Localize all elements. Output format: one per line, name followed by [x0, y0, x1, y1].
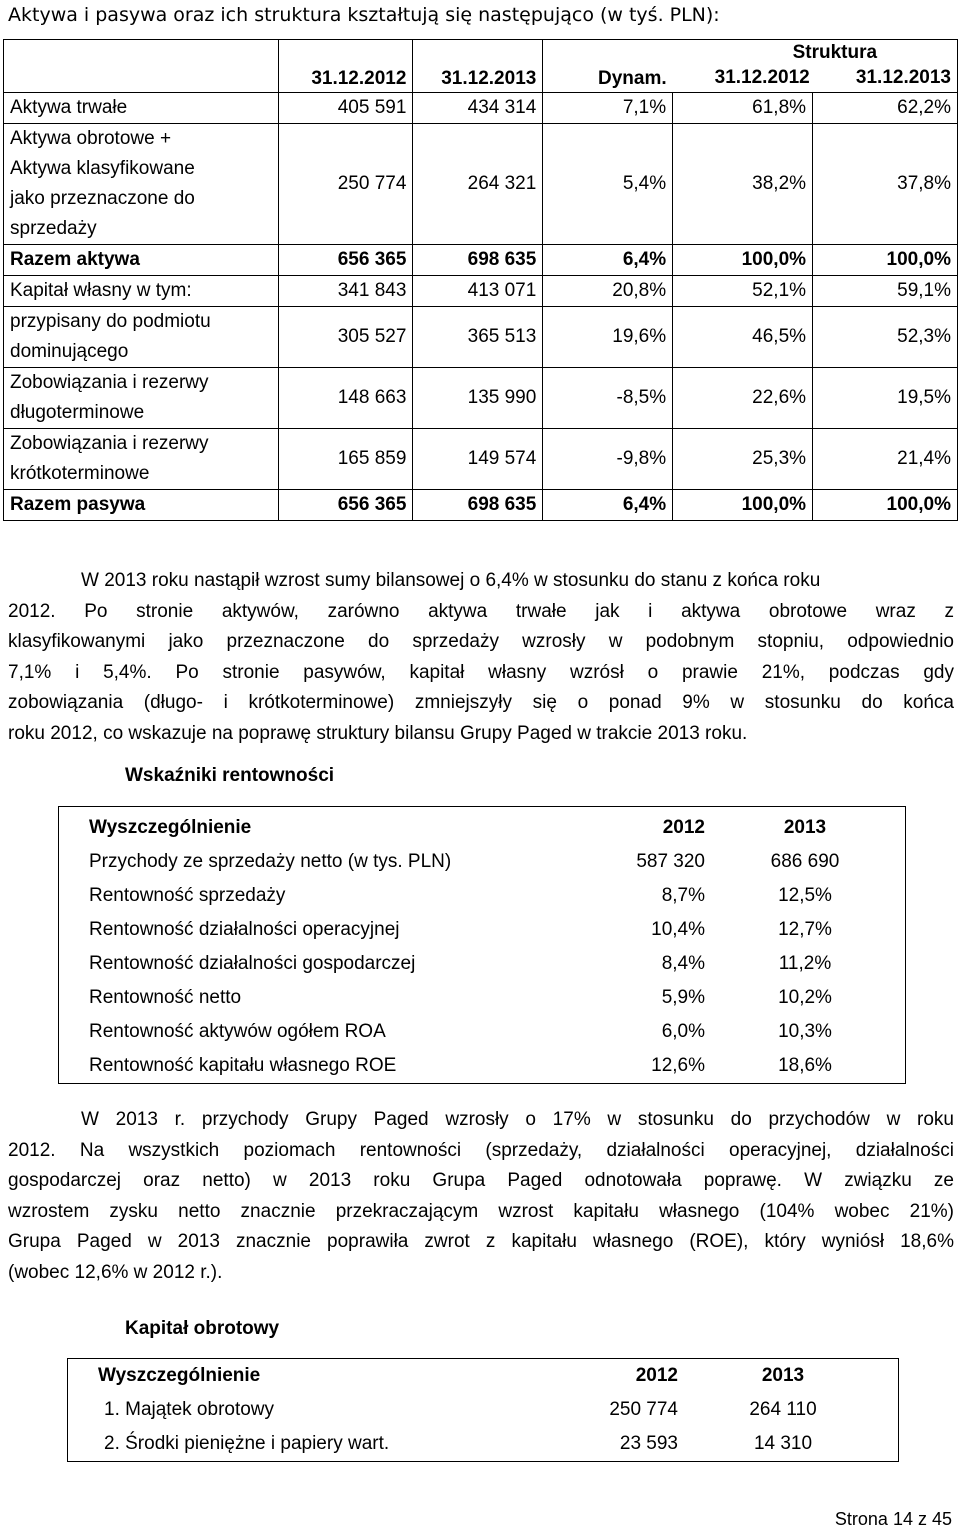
cell-2012: 23 593	[619, 1433, 678, 1454]
cell-s2013: 100,0%	[813, 245, 958, 276]
cell-2012: 250 774	[609, 1399, 678, 1420]
balance-row-total-liabilities	[4, 490, 958, 521]
cell-2012: 8,7%	[661, 885, 705, 906]
cell-2012: 6,0%	[661, 1021, 705, 1042]
cell-2013: 149 574	[413, 429, 543, 490]
cell-dyn: 6,4%	[543, 490, 673, 521]
paragraph-line: (wobec 12,6% w 2012 r.).	[8, 1261, 223, 1283]
paragraph-profitability	[8, 1105, 954, 1288]
capital-row	[68, 1427, 899, 1462]
profitability-row	[59, 845, 906, 879]
cell-s2013: 52,3%	[813, 307, 958, 368]
cell-dyn: 7,1%	[543, 93, 673, 124]
cell-dyn: 19,6%	[543, 307, 673, 368]
profitability-row	[59, 1049, 906, 1084]
cell-2012: 656 365	[278, 490, 413, 521]
header-empty	[4, 40, 279, 93]
cell-2012: 341 843	[278, 276, 413, 307]
cell-dyn: -8,5%	[543, 368, 673, 429]
cell-2013: 10,3%	[778, 1021, 832, 1042]
cell-s2013: 37,8%	[813, 124, 958, 245]
cell-2013: 10,2%	[778, 987, 832, 1008]
cell-s2013: 100,0%	[813, 490, 958, 521]
header-struktura-2013: 31.12.2013	[855, 67, 951, 88]
paragraph-line: 2012. Na wszystkich poziomach rentowności (sprzedaży, działalności operacyjnej, działalności	[8, 1139, 954, 1161]
capital-row	[68, 1393, 899, 1427]
paragraph-line: wzrostem zysku netto znacznie przekraczającym wzrost kapitału własnego (104% wobec 21%)	[8, 1200, 954, 1222]
header-2013: 2013	[761, 1365, 805, 1386]
cell-s2012: 100,0%	[673, 490, 813, 521]
profitability-row	[59, 879, 906, 913]
profitability-row	[59, 913, 906, 947]
header-struktura-2012: 31.12.2012	[714, 67, 810, 88]
header-struktura	[673, 40, 958, 93]
cell-2013: 11,2%	[778, 953, 832, 974]
row-label: przypisany do podmiotu dominującego	[4, 307, 279, 368]
profitability-table	[58, 806, 906, 1084]
cell-2012: 305 527	[278, 307, 413, 368]
cell-2013: 264 321	[413, 124, 543, 245]
cell-2012: 10,4%	[651, 919, 705, 940]
profitability-heading: Wskaźniki rentowności	[125, 765, 335, 786]
header-2012: 2012	[635, 1365, 678, 1386]
cell-dyn: 20,8%	[543, 276, 673, 307]
cell-2012: 148 663	[278, 368, 413, 429]
cell-2012: 250 774	[278, 124, 413, 245]
cell-2013: 413 071	[413, 276, 543, 307]
balance-row	[4, 124, 958, 245]
cell-dyn: -9,8%	[543, 429, 673, 490]
cell-2013: 264 110	[749, 1399, 817, 1420]
cell-2013: 434 314	[413, 93, 543, 124]
cell-dyn: 5,4%	[543, 124, 673, 245]
paragraph-line: roku 2012, co wskazuje na poprawę struktury bilansu Grupy Paged w trakcie 2013 roku.	[8, 722, 748, 744]
cell-2012: 5,9%	[661, 987, 705, 1008]
cell-s2012: 22,6%	[673, 368, 813, 429]
cell-2012: 405 591	[278, 93, 413, 124]
row-label: Rentowność aktywów ogółem ROA	[89, 1021, 386, 1042]
header-2013: 2013	[783, 817, 827, 838]
row-label: Przychody ze sprzedaży netto (w tys. PLN)	[89, 851, 452, 872]
cell-2012: 12,6%	[651, 1055, 705, 1076]
row-label: Rentowność kapitału własnego ROE	[89, 1055, 397, 1076]
cell-s2013: 59,1%	[813, 276, 958, 307]
paragraph-line: gospodarczej oraz netto) w 2013 roku Grupa Paged odnotowała poprawę. W związku ze	[8, 1170, 954, 1191]
cell-s2012: 38,2%	[673, 124, 813, 245]
cell-2012: 656 365	[278, 245, 413, 276]
cell-2013: 12,7%	[778, 919, 832, 940]
paragraph-line: 7,1% i 5,4%. Po stronie pasywów, kapitał własny wzrósł o prawie 21%, podczas gdy	[8, 661, 954, 683]
cell-2012: 8,4%	[661, 953, 705, 974]
header-col-2013: 31.12.2013	[413, 40, 543, 93]
cell-s2013: 21,4%	[813, 429, 958, 490]
cell-2013: 698 635	[413, 490, 543, 521]
balance-row-total-assets	[4, 245, 958, 276]
working-capital-heading: Kapitał obrotowy	[125, 1318, 280, 1339]
header-struktura-label: Struktura	[792, 42, 878, 63]
cell-2013: 135 990	[413, 368, 543, 429]
cell-2013: 18,6%	[778, 1055, 832, 1076]
cell-2012: 165 859	[278, 429, 413, 490]
cell-s2012: 61,8%	[673, 93, 813, 124]
row-label: Rentowność działalności gospodarczej	[89, 953, 416, 974]
header-col-dyn: Dynam.	[543, 40, 673, 93]
profitability-header-row	[59, 807, 906, 846]
cell-2013: 12,5%	[778, 885, 832, 906]
cell-s2012: 46,5%	[673, 307, 813, 368]
row-label: Kapitał własny w tym:	[4, 276, 279, 307]
row-label: Zobowiązania i rezerwy długoterminowe	[4, 368, 279, 429]
paragraph-line: zobowiązania (długo- i krótkoterminowe) zmniejszyły się o ponad 9% w stosunku do końca	[8, 692, 954, 713]
row-label: Rentowność netto	[89, 987, 242, 1008]
balance-table	[3, 39, 958, 521]
intro-text: Aktywa i pasywa oraz ich struktura kształtują się następująco (w tyś. PLN):	[8, 4, 720, 26]
cell-s2013: 19,5%	[813, 368, 958, 429]
profitability-row	[59, 1015, 906, 1049]
cell-2012: 587 320	[636, 851, 705, 872]
header-label: Wyszczególnienie	[89, 817, 252, 838]
paragraph-line: Grupa Paged w 2013 znacznie poprawiła zwrot z kapitału własnego (ROE), który wyniósł 18,6%	[8, 1231, 954, 1252]
row-label: Zobowiązania i rezerwy krótkoterminowe	[4, 429, 279, 490]
cell-2013: 686 690	[770, 851, 840, 872]
row-label: Aktywa trwałe	[4, 93, 279, 124]
row-label: Rentowność działalności operacyjnej	[89, 919, 400, 940]
cell-s2012: 100,0%	[673, 245, 813, 276]
cell-2013: 365 513	[413, 307, 543, 368]
row-label: 1. Majątek obrotowy	[104, 1399, 275, 1420]
balance-header-row	[4, 40, 958, 93]
paragraph-line: 2012. Po stronie aktywów, zarówno aktywa trwałe jak i aktywa obrotowe wraz z	[8, 600, 954, 622]
row-label: Rentowność sprzedaży	[89, 885, 286, 906]
cell-s2013: 62,2%	[813, 93, 958, 124]
cell-s2012: 52,1%	[673, 276, 813, 307]
capital-header-row	[68, 1359, 899, 1394]
profitability-row	[59, 947, 906, 981]
balance-row	[4, 307, 958, 368]
row-label: Razem aktywa	[4, 245, 279, 276]
working-capital-table	[67, 1358, 899, 1462]
header-col-2012: 31.12.2012	[278, 40, 413, 93]
balance-row	[4, 429, 958, 490]
row-label: 2. Środki pieniężne i papiery wart.	[104, 1433, 390, 1454]
cell-dyn: 6,4%	[543, 245, 673, 276]
header-label: Wyszczególnienie	[98, 1365, 261, 1386]
page-number: Strona 14 z 45	[834, 1509, 952, 1529]
row-label: Aktywa obrotowe + Aktywa klasyfikowane jako przeznaczone do sprzedaży	[4, 124, 279, 245]
balance-row	[4, 368, 958, 429]
profitability-row	[59, 981, 906, 1015]
cell-2013: 14 310	[753, 1433, 813, 1454]
balance-row	[4, 276, 958, 307]
cell-s2012: 25,3%	[673, 429, 813, 490]
paragraph-line: W 2013 r. przychody Grupy Paged wzrosły o 17% w stosunku do przychodów w roku	[81, 1109, 954, 1130]
cell-2013: 698 635	[413, 245, 543, 276]
header-2012: 2012	[662, 817, 705, 838]
paragraph-line: W 2013 roku nastąpił wzrost sumy bilansowej o 6,4% w stosunku do stanu z końca roku	[81, 570, 821, 591]
balance-row	[4, 93, 958, 124]
paragraph-balance	[8, 566, 954, 749]
paragraph-line: klasyfikowanymi jako przeznaczone do sprzedaży wzrosły w podobnym stopniu, odpowiednio	[8, 631, 954, 652]
row-label: Razem pasywa	[4, 490, 279, 521]
